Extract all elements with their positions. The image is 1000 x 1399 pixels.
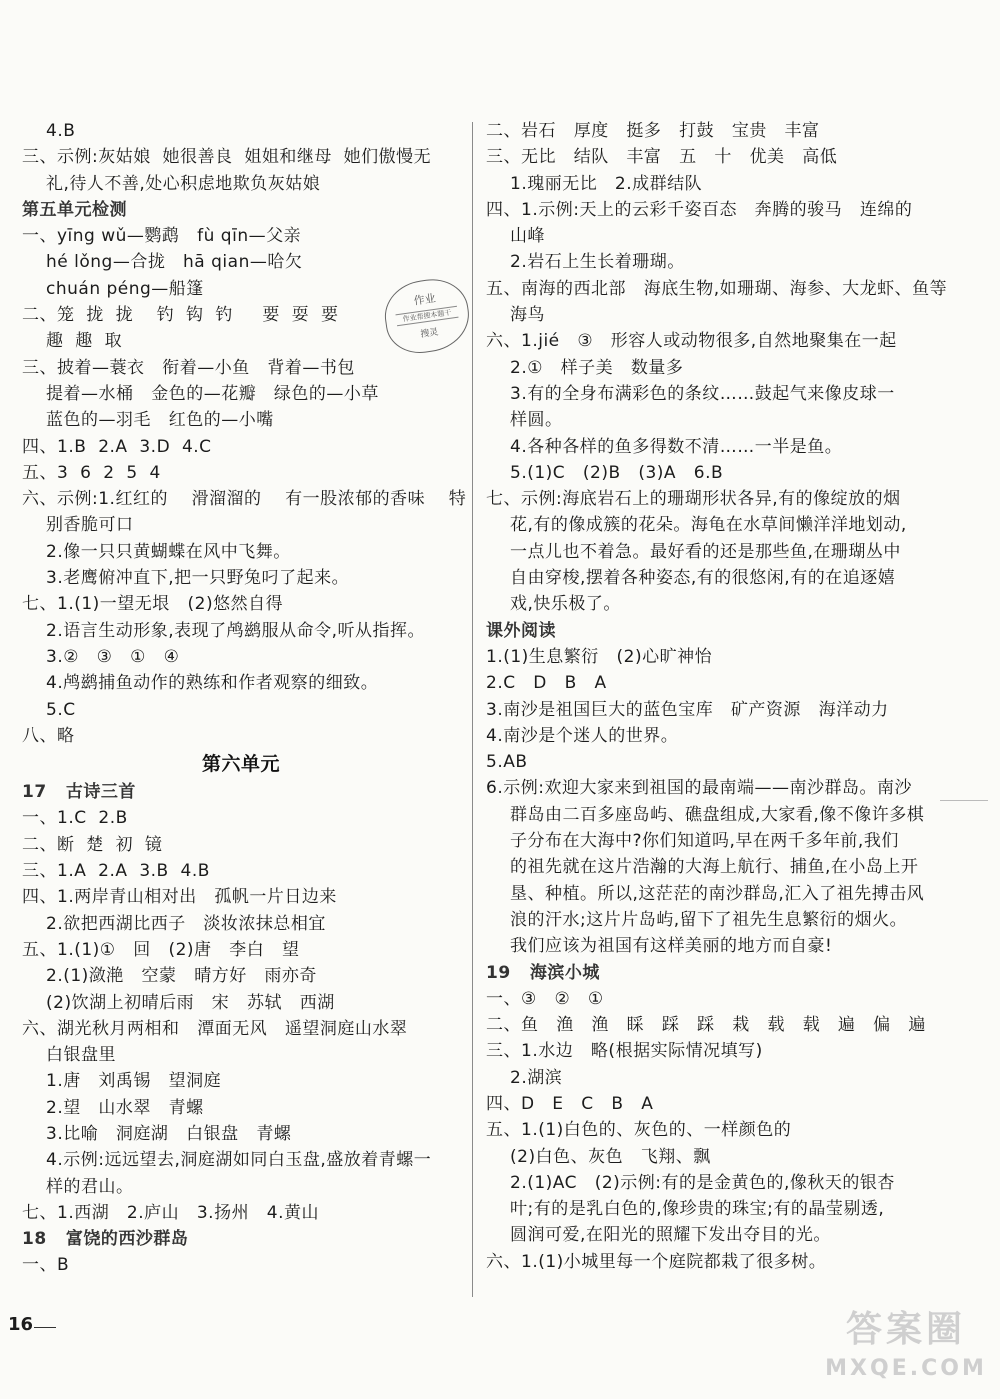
answer-line: 四、1.B 2.A 3.D 4.C <box>22 436 212 457</box>
section-heading: 第五单元检测 <box>22 199 127 220</box>
answer-line: 5.C <box>46 699 76 720</box>
answer-line: 6.示例:欢迎大家来到祖国的最南端——南沙群岛。南沙 <box>486 778 912 799</box>
answer-line: 二、笼 拢 拢 钓 钩 钓 要 耍 要 <box>22 305 339 326</box>
edge-rule <box>940 800 988 801</box>
answer-line: 1.(1)生息繁衍 (2)心旷神怡 <box>486 646 713 667</box>
answer-line: 趣 趣 取 <box>46 331 123 352</box>
answer-line: 别香脆可口 <box>46 515 134 536</box>
answer-line: 4.鸬鹚捕鱼动作的熟练和作者观察的细致。 <box>46 673 379 694</box>
answer-line: 提着—水桶 金色的—花瓣 绿色的—小草 <box>46 383 379 404</box>
answer-line: 4.南沙是个迷人的世界。 <box>486 725 679 746</box>
answer-line: 花,有的像成簇的花朵。海龟在水草间懒洋洋地划动, <box>510 515 907 536</box>
answer-line: 三、1.A 2.A 3.B 4.B <box>22 861 210 882</box>
answer-line: 2.(1)AC (2)示例:有的是金黄色的,像秋天的银杏 <box>510 1172 895 1193</box>
answer-line: 七、1.西湖 2.庐山 3.扬州 4.黄山 <box>22 1202 320 1223</box>
answer-line: 2.C D B A <box>486 673 607 694</box>
answer-line: 4.各种各样的鱼多得数不清……一半是鱼。 <box>510 436 843 457</box>
answer-line: 蓝色的—羽毛 红色的—小嘴 <box>46 410 274 431</box>
answer-line: 2.① 样子美 数量多 <box>510 357 684 378</box>
answer-line: 圆润可爱,在阳光的照耀下发出夺目的光。 <box>510 1225 831 1246</box>
answer-line: (2)白色、灰色 飞翔、飘 <box>510 1146 711 1167</box>
answer-line: 2.欲把西湖比西子 淡妆浓抹总相宜 <box>46 913 326 934</box>
answer-line: 四、D E C B A <box>486 1093 654 1114</box>
answer-line: chuán péng—船篷 <box>46 278 204 299</box>
answer-line: 一点儿也不着急。最好看的还是那些鱼,在珊瑚丛中 <box>510 541 901 562</box>
section-heading: 第六单元 <box>201 753 280 776</box>
answer-line: 五、3 6 2 5 4 <box>22 462 161 483</box>
answer-line: 一、1.C 2.B <box>22 808 128 829</box>
answer-line: 礼,待人不善,处心积虑地欺负灰姑娘 <box>46 173 321 194</box>
answer-line: 白银盘里 <box>46 1045 116 1066</box>
answer-line: 一、yīng wǔ—鹦鹉 fù qīn—父亲 <box>22 226 302 247</box>
answer-line: 三、无比 结队 丰富 五 十 优美 高低 <box>486 147 838 168</box>
answer-line: 三、披着—蓑衣 衔着—小鱼 背着—书包 <box>22 357 355 378</box>
column-divider <box>472 122 473 1297</box>
answer-line: 一、B <box>22 1255 70 1276</box>
answer-line: 2.(1)潋滟 空蒙 晴方好 雨亦奇 <box>46 966 317 987</box>
stamp-line1: 作业 <box>412 291 437 308</box>
section-heading: 18 富饶的西沙群岛 <box>22 1229 189 1250</box>
watermark <box>818 1305 994 1395</box>
section-heading: 课外阅读 <box>486 620 556 641</box>
answer-line: 五、1.(1)白色的、灰色的、一样颜色的 <box>486 1120 792 1141</box>
answer-line: 一、③ ② ① <box>486 988 604 1009</box>
answer-line: 二、断 楚 初 镜 <box>22 834 163 855</box>
page-number: 16 <box>8 1314 34 1335</box>
answer-line: 海鸟 <box>510 305 545 326</box>
answer-line: 八、略 <box>22 725 75 746</box>
answer-line: 五、南海的西北部 海底生物,如珊瑚、海参、大龙虾、鱼等 <box>486 278 948 299</box>
answer-line: 二、岩石 厚度 挺多 打鼓 宝贵 丰富 <box>486 121 820 141</box>
answer-line: 七、示例:海底岩石上的珊瑚形状各异,有的像绽放的烟 <box>486 489 901 510</box>
answer-line: 六、示例:1.红红的 滑溜溜的 有一股浓郁的香味 特 <box>22 489 467 510</box>
answer-line: 叶;有的是乳白色的,像珍贵的珠宝;有的晶莹剔透, <box>510 1199 885 1220</box>
answer-line: 4.示例:远远望去,洞庭湖如同白玉盘,盛放着青螺一 <box>46 1150 432 1171</box>
answer-line: 子分布在大海中?你们知道吗,早在两千多年前,我们 <box>510 831 899 852</box>
answer-line: hé lǒng—合拢 hā qian—哈欠 <box>46 252 303 273</box>
answer-line: 群岛由二百多座岛屿、礁盘组成,大家看,像不像许多棋 <box>510 804 925 825</box>
page-number-dash <box>34 1327 56 1328</box>
answer-line: 的祖先就在这片浩瀚的大海上航行、捕鱼,在小岛上开 <box>510 857 919 878</box>
answer-line: 2.语言生动形象,表现了鸬鹚服从命令,听从指挥。 <box>46 620 426 641</box>
answer-line: 2.望 山水翠 青螺 <box>46 1097 204 1118</box>
answer-line: 山峰 <box>510 226 545 247</box>
answer-line: 四、1.示例:天上的云彩千姿百态 奔腾的骏马 连绵的 <box>486 199 913 220</box>
answer-line: 七、1.(1)一望无垠 (2)悠然自得 <box>22 594 284 615</box>
answer-line: 三、示例:灰姑娘 她很善良 姐姐和继母 她们傲慢无 <box>22 147 432 168</box>
answer-line: 3.比喻 洞庭湖 白银盘 青螺 <box>46 1123 292 1144</box>
answer-line: 样圆。 <box>510 410 563 431</box>
answer-line: 戏,快乐极了。 <box>510 594 621 615</box>
answer-line: 二、鱼 渔 渔 睬 踩 踩 栽 载 载 遍 偏 遍 <box>486 1015 926 1036</box>
answer-line: 5.(1)C (2)B (3)A 6.B <box>510 462 724 483</box>
watermark-line1: 答案圈 <box>845 1309 966 1350</box>
answer-line: 我们应该为祖国有这样美丽的地方而自豪! <box>510 936 833 957</box>
answer-line: 3.② ③ ① ④ <box>46 646 180 667</box>
answer-line: 3.南沙是祖国巨大的蓝色宝库 矿产资源 海洋动力 <box>486 699 889 720</box>
answer-line: 浪的汗水;这片片岛屿,留下了祖先生息繁衍的烟火。 <box>510 909 908 930</box>
answer-line: 3.老鹰俯冲直下,把一只野兔叼了起来。 <box>46 568 350 589</box>
answer-line: 六、1.(1)小城里每一个庭院都栽了很多树。 <box>486 1251 827 1272</box>
answer-line: 五、1.(1)① 回 (2)唐 李白 望 <box>22 939 300 960</box>
answer-line: 六、湖光秋月两相和 潭面无风 遥望洞庭山水翠 <box>22 1018 408 1039</box>
answer-line: 三、1.水边 略(根据实际情况填写) <box>486 1041 763 1062</box>
answer-line: 2.像一只只黄蝴蝶在风中飞舞。 <box>46 541 291 562</box>
answer-line: 2.湖滨 <box>510 1067 563 1088</box>
stamp-line3: 搜灵 <box>419 327 440 341</box>
answer-line: 2.岩石上生长着珊瑚。 <box>510 252 685 273</box>
answer-line: 六、1.jié ③ 形容人或动物很多,自然地聚集在一起 <box>486 331 897 352</box>
stamp-line2: 作业帮搜本题干 <box>395 306 458 327</box>
answer-line: (2)饮湖上初晴后雨 宋 苏轼 西湖 <box>46 992 335 1013</box>
section-heading: 19 海滨小城 <box>486 962 600 983</box>
answer-line: 1.唐 刘禹锡 望洞庭 <box>46 1071 222 1092</box>
answer-line: 5.AB <box>486 752 528 773</box>
section-heading: 17 古诗三首 <box>22 782 136 803</box>
watermark-line2: MXQE.COM <box>825 1356 987 1381</box>
answer-line: 自由穿梭,摆着各种姿态,有的很悠闲,有的在追逐嬉 <box>510 568 896 589</box>
right-column <box>486 118 964 1275</box>
answer-line: 1.瑰丽无比 2.成群结队 <box>510 173 703 194</box>
answer-line: 3.有的全身布满彩色的条纹……鼓起气来像皮球一 <box>510 383 895 404</box>
answer-line: 垦、种植。所以,这茫茫的南沙群岛,汇入了祖先搏击风 <box>510 883 925 904</box>
answer-line: 样的君山。 <box>46 1176 134 1197</box>
answer-line: 4.B <box>46 121 76 141</box>
answer-line: 四、1.两岸青山相对出 孤帆一片日边来 <box>22 887 337 908</box>
